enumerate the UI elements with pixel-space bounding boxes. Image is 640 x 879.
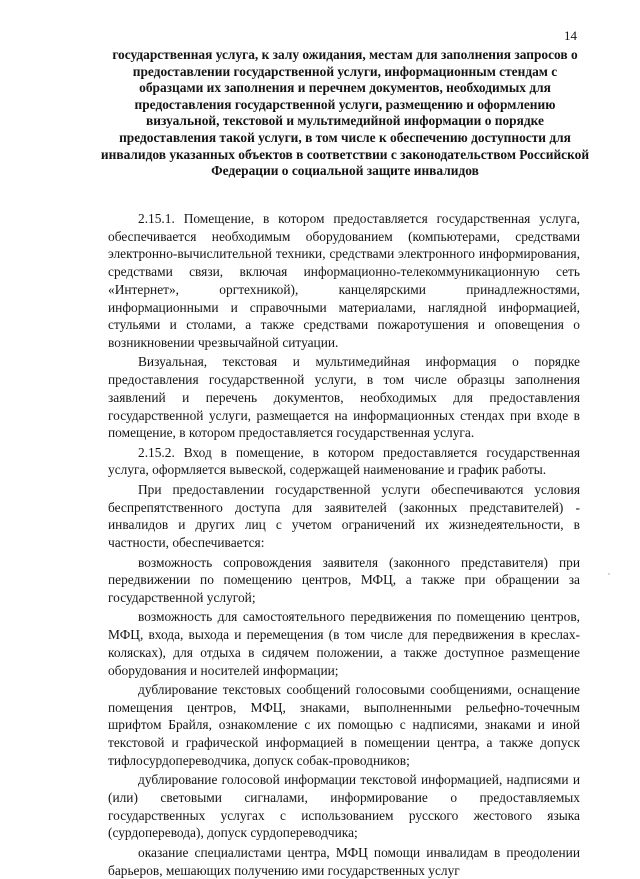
paragraph-2-15-1: 2.15.1. Помещение, в котором предоставляется государственная услуга, обеспечивается необходимым оборудованием (компьютерами, средствами электронно-вычислительной техники, средствами электронного информирования, средствами связи, включая информационно-телекоммуникационную сеть «Интернет», оргтехникой), канцелярскими принадлежностями, информационными и справочными материалами, наглядной информацией, стульями и столами, а также средствами пожаротушения и оповещения о возникновении чрезвычайной ситуации. (108, 211, 580, 350)
scan-artifact (608, 573, 610, 575)
list-item-sign-language: дублирование голосовой информации текстовой информацией, надписями и (или) световыми сигналами, информирование о предоставляемых государственных услугах с использованием русского жестового языка (сурдоперевода), допуск сурдопереводчика; (108, 772, 580, 841)
page-number: 14 (564, 28, 577, 43)
body-text (108, 210, 580, 879)
list-item-escort: возможность сопровождения заявителя (законного представителя) при передвижении по помещению центров, МФЦ, а также при обращении за государственной услугой; (108, 554, 580, 605)
paragraph-accessibility-conditions: При предоставлении государственной услуги обеспечиваются условия беспрепятственного доступа для заявителей (законных представителей) - инвалидов и других лиц с учетом ограничений их жизнедеятельности, в частности, обеспечивается: (108, 481, 580, 551)
paragraph-2-15-2: 2.15.2. Вход в помещение, в котором предоставляется государственная услуга, оформляется вывеской, содержащей наименование и график работы. (108, 444, 580, 478)
list-item-movement: возможность для самостоятельного передвижения по помещению центров, МФЦ, входа, выхода и перемещения (в том числе для передвижения в креслах-колясках), для отдыха в сидячем положении, а также доступное размещение оборудования и носителей информации; (108, 609, 580, 678)
section-heading: государственная услуга, к залу ожидания, местам для заполнения запросов о предоставлении государственной услуги, информационным стендам с образцами их заполнения и перечнем документов, необходимых для предоставления государственной услуги, размещению и оформлению визуальной, текстовой и мультимедийной информации о порядке предоставления такой услуги, в том числе к обеспечению доступности для инвалидов указанных объектов в соответствии с законодательством Российской Федерации о социальной защите инвалидов (100, 47, 590, 179)
list-item-assistance: оказание специалистами центра, МФЦ помощи инвалидам в преодолении барьеров, мешающих получению ими государственных услуг (108, 844, 580, 878)
list-item-braille: дублирование текстовых сообщений голосовыми сообщениями, оснащение помещения центров, МФЦ, знаками, выполненными рельефно-точечным шрифтом Брайля, ознакомление с их помощью с надписями, знаками и иной текстовой и графической информацией в помещении центра, а также допуск тифлосурдопереводчика, допуск собак-проводников; (108, 682, 580, 768)
paragraph-visual-info: Визуальная, текстовая и мультимедийная информация о порядке предоставления государственной услуги, в том числе образцы заполнения заявлений и перечень документов, необходимых для предоставления государственной услуги, размещается на информационных стендах при входе в помещение, в котором предоставляется государственная услуга. (108, 354, 580, 441)
